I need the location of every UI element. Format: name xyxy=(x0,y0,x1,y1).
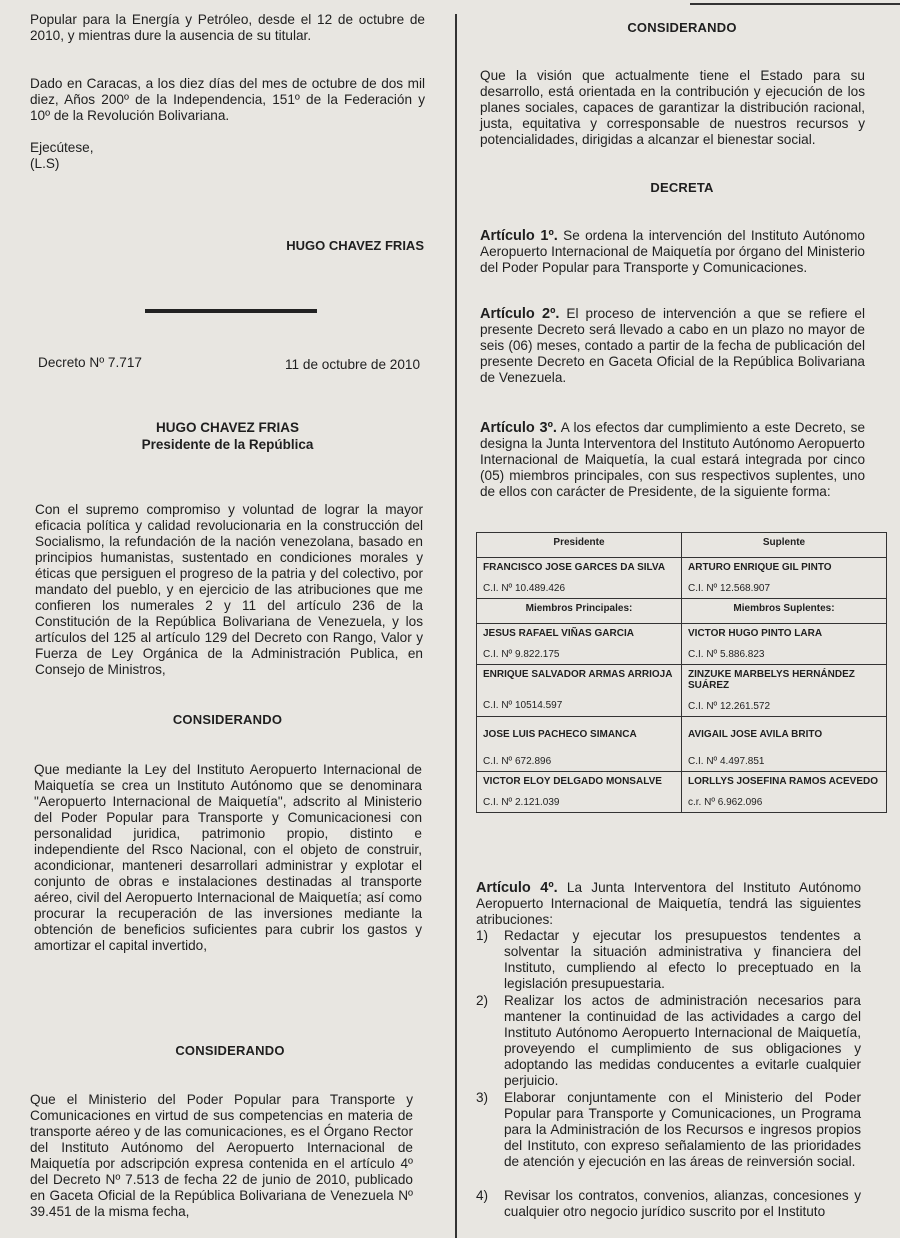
list-item xyxy=(476,928,861,992)
decreta-heading: DECRETA xyxy=(650,180,714,195)
considerando-text-3: Que la visión que actualmente tiene el Estado para su desarrollo, está orientada en la contribución y ejecución de los planes sociales, capaces de garantizar la distribución racional, justa, equitativa y corresponsable de nuestros recursos y potencialidades, dirigidas a alcanzar el bienestar social. xyxy=(480,68,865,147)
list-item-number: 1) xyxy=(476,928,489,943)
considerando-text-2: Que el Ministerio del Poder Popular para Transporte y Comunicaciones en virtud de sus competencias en materia de transporte aéreo y de las comunicaciones, es el Órgano Rector del Instituto Autónomo del Aeropuerto Internacional de Maiquetía por adscripción expresa contenida en el artículo 4º del Decreto Nº 7.513 de fecha 22 de junio de 2010, publicado en Gaceta Oficial de la República Bolivariana de Venezuela Nº 39.451 de la misma fecha, xyxy=(30,1092,413,1219)
table-row xyxy=(477,717,887,772)
considerando-heading-1: CONSIDERANDO xyxy=(172,712,283,727)
list-item-text: Realizar los actos de administración necesarios para mantener la continuidad de las actividades a cargo del Instituto Autónomo Aeropuerto Internacional de Maiquetía, proveyendo el cumplimiento de sus obligaciones y adoptando las medidas conducentes a evitarle cualquier perjuicio. xyxy=(504,993,861,1088)
member-name: ENRIQUE SALVADOR ARMAS ARRIOJA xyxy=(483,669,673,680)
article-1 xyxy=(480,228,865,276)
article-1-title: Artículo 1º. xyxy=(480,228,558,244)
signature-rule xyxy=(145,309,317,313)
table-cell xyxy=(477,717,682,772)
header-principales: Miembros Principales: xyxy=(477,599,682,624)
member-ci: C.I. Nº 12.261.572 xyxy=(688,701,771,712)
ls-mark: (L.S) xyxy=(30,156,60,171)
article-3-title: Artículo 3º. xyxy=(480,420,557,436)
member-name: LORLLYS JOSEFINA RAMOS ACEVEDO xyxy=(688,776,879,787)
junta-table xyxy=(476,532,887,813)
list-item xyxy=(476,993,861,1089)
member-name: ARTURO ENRIQUE GIL PINTO xyxy=(688,562,832,573)
member-ci: C.I. Nº 12.568.907 xyxy=(688,583,771,594)
list-item-text: Elaborar conjuntamente con el Ministerio del Poder Popular para Transporte y Comunicaciones, un Programa para la Administración de los Recursos e ingresos propios del Instituto, con expreso señalamiento de las prioridades de atención y ejecución en las áreas de reinversión social. xyxy=(504,1090,861,1169)
preamble: Con el supremo compromiso y voluntad de lograr la mayor eficacia política y calidad revolucionaria en la construcción del Socialismo, la refundación de la nación venezolana, basado en principios humanistas, sustentado en condiciones morales y éticas que persiguen el progreso de la patria y del colectivo, por mandato del pueblo, y en ejercicio de las atribuciones que me confieren los numerales 2 y 11 del artículo 236 de la Constitución de la República Bolivariana de Venezuela, y los artículos del 125 al artículo 129 del Decreto con Rango, Valor y Fuerza de Ley Orgánica de la Administración Publica, en Consejo de Ministros, xyxy=(35,502,423,677)
dado-text: Dado en Caracas, a los diez días del mes de octubre de dos mil diez, Años 200º de la Independencia, 151º de la Federación y 10º de la Revolución Bolivariana. xyxy=(30,76,425,123)
column-divider xyxy=(455,14,457,1238)
article-1-text: Se ordena la intervención del Instituto Autónomo Aeropuerto Internacional de Maiquetía por órgano del Ministerio del Poder Popular para Transporte y Comunicaciones. xyxy=(480,228,865,275)
member-ci: c.r. Nº 6.962.096 xyxy=(688,797,763,808)
list-item-number: 3) xyxy=(476,1090,489,1105)
considerando-heading-2: CONSIDERANDO xyxy=(175,1043,285,1058)
member-name: VICTOR HUGO PINTO LARA xyxy=(688,628,823,639)
article-2 xyxy=(480,306,865,386)
list-item-number: 2) xyxy=(476,993,489,1008)
list-item xyxy=(476,1188,861,1220)
member-ci: C.I. Nº 10.489.426 xyxy=(483,583,566,594)
table-cell xyxy=(682,624,887,665)
considerando-heading-3: CONSIDERANDO xyxy=(627,20,737,35)
president-title: Presidente de la República xyxy=(141,437,314,452)
table-row xyxy=(477,665,887,717)
member-ci: C.I. Nº 9.822.175 xyxy=(483,649,560,660)
member-name: JESUS RAFAEL VIÑAS GARCIA xyxy=(483,628,634,639)
member-name: ZINZUKE MARBELYS HERNÁNDEZ SUÁREZ xyxy=(688,669,855,691)
article-3-text: A los efectos dar cumplimiento a este Decreto, se designa la Junta Interventora del Instituto Autónomo Aeropuerto Internacional de Maiquetía, la cual estará integrada por cinco (05) miembros principales, con sus respectivos suplentes, uno de ellos con carácter de Presidente, de la siguiente forma: xyxy=(480,420,866,499)
article-4-text: La Junta Interventora del Instituto Autónomo Aeropuerto Internacional de Maiquetía, tendrá las siguientes atribuciones: xyxy=(476,880,862,927)
article-3 xyxy=(480,420,865,500)
article-2-text: El proceso de intervención a que se refiere el presente Decreto será llevado a cabo en un plazo no mayor de seis (06) meses, contado a partir de la fecha de publicación del presente Decreto en Gaceta Oficial de la República Bolivariana de Venezuela. xyxy=(480,306,865,385)
table-cell xyxy=(682,772,887,813)
article-4 xyxy=(476,880,861,928)
table-cell xyxy=(682,717,887,772)
member-ci: C.I. Nº 2.121.039 xyxy=(483,797,560,808)
header-presidente: Presidente xyxy=(477,533,682,558)
president-name: HUGO CHAVEZ FRIAS xyxy=(155,420,299,435)
member-ci: C.I. Nº 672.896 xyxy=(483,756,552,767)
table-row xyxy=(477,624,887,665)
table-cell xyxy=(477,772,682,813)
table-cell xyxy=(682,558,887,599)
table-cell xyxy=(682,665,887,717)
table-cell xyxy=(477,558,682,599)
member-name: FRANCISCO JOSE GARCES DA SILVA xyxy=(483,562,666,573)
member-ci: C.I. Nº 10514.597 xyxy=(483,700,563,711)
list-item-text: Revisar los contratos, convenios, alianzas, concesiones y cualquier otro negocio jurídico suscrito por el Instituto xyxy=(504,1188,861,1219)
member-name: VICTOR ELOY DELGADO MONSALVE xyxy=(483,776,662,787)
intro-text: Popular para la Energía y Petróleo, desde el 12 de octubre de 2010, y mientras dure la ausencia de su titular. xyxy=(30,12,425,43)
header-suplentes: Miembros Suplentes: xyxy=(682,599,887,624)
article-2-title: Artículo 2º. xyxy=(480,306,560,322)
header-suplente: Suplente xyxy=(682,533,887,558)
member-name: JOSE LUIS PACHECO SIMANCA xyxy=(483,729,637,740)
ejecutese: Ejecútese, xyxy=(30,140,94,155)
member-ci: C.I. Nº 5.886.823 xyxy=(688,649,765,660)
list-item-text: Redactar y ejecutar los presupuestos tendentes a solventar la situación administrativa y financiera del Instituto, cumpliendo al efecto lo preceptuado en la legislación presupuestaria. xyxy=(504,928,861,991)
considerando-text-1: Que mediante la Ley del Instituto Aeropuerto Internacional de Maiquetía se crea un Instituto Autónomo que se denominara "Aeropuerto Internacional de Maiquetía", adscrito al Ministerio del Poder Popular para Transporte y Comunicacionesi con personalidad juridica, patrimonio propio, distinto e independiente del Rsco Nacional, con el objeto de construir, acondicionar, manteneri desarrollari administrar y explotar el conjunto de obras e instalaciones destinadas al transporte aéreo, civil del Aeropuerto Internacional de Maiquetía; así como procurar la recuperación de las inversiones mediante la obtención de beneficios suficientes para cubrir los gastos y amortizar el capital invertido, xyxy=(34,762,422,953)
list-item-number: 4) xyxy=(476,1188,489,1203)
article-4-title: Artículo 4º. xyxy=(476,880,558,896)
table-row xyxy=(477,772,887,813)
list-item xyxy=(476,1090,861,1170)
decree-number: Decreto Nº 7.717 xyxy=(38,355,142,370)
table-cell xyxy=(477,665,682,717)
signature-name: HUGO CHAVEZ FRIAS xyxy=(286,238,424,253)
decree-date: 11 de octubre de 2010 xyxy=(285,357,421,372)
member-ci: C.I. Nº 4.497.851 xyxy=(688,756,765,767)
member-name: AVIGAIL JOSE AVILA BRITO xyxy=(688,729,823,740)
top-rule xyxy=(690,3,900,5)
table-cell xyxy=(477,624,682,665)
